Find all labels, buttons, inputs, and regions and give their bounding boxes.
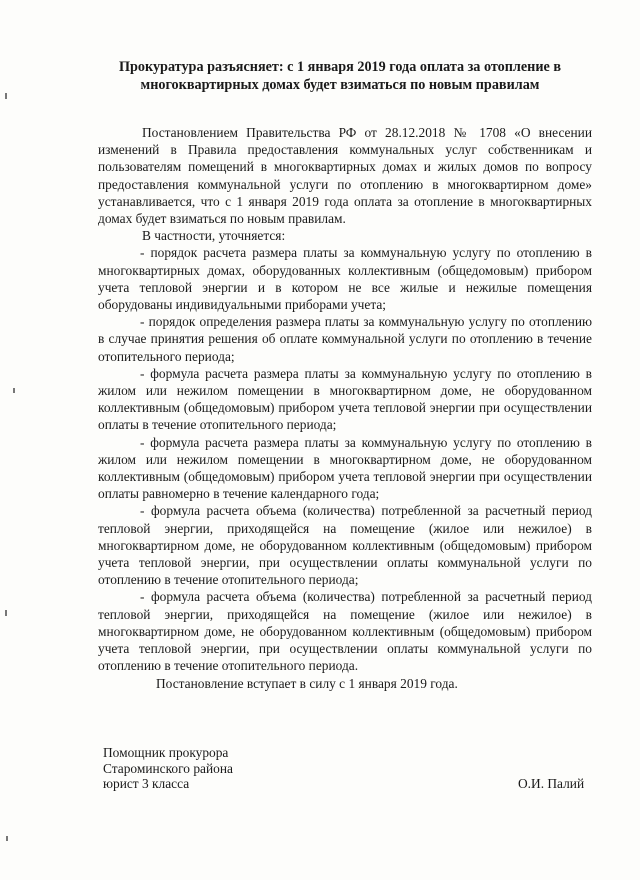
scan-mark xyxy=(5,610,7,616)
closing-paragraph: Постановление вступает в силу с 1 января 2019 года. xyxy=(156,675,458,691)
signer-rank: юрист 3 класса xyxy=(103,776,190,791)
scan-mark xyxy=(13,388,15,393)
signer-position: Помощник прокурора xyxy=(103,745,229,760)
document-body xyxy=(98,124,592,692)
lead-paragraph: Постановлением Правительства РФ от 28.12.2018 № 1708 «О внесении изменений в Правила предоставления коммунальных услуг собственникам и пользователям помещений в многоквартирных домах и жилых домов по вопросу предоставления коммунальной услуги по отоплению в многоквартирном доме» устанавливается, что с 1 января 2019 года оплата за отопление в многоквартирных домах будет взиматься по новым правилам. xyxy=(98,125,592,227)
document-title: Прокуратура разъясняет: с 1 января 2019 года оплата за отопление в многоквартирных домах будет взиматься по новым правилам xyxy=(118,59,562,93)
list-item: - формула расчета размера платы за коммунальную услугу по отоплению в жилом или нежилом помещении в многоквартирном доме, не оборудованном коллективным (общедомовым) прибором учета тепловой энергии при осуществлении оплаты равномерно в течение календарного года; xyxy=(98,434,592,502)
scan-mark xyxy=(5,93,7,99)
list-item: - формула расчета объема (количества) потребленной за расчетный период тепловой энергии, приходящейся на помещение (жилое или нежилое) в многоквартирном доме, не оборудованном коллективным (общедомовым) прибором учета тепловой энергии, при осуществлении оплаты коммунальной услуги по отоплению в течение отопительного периода; xyxy=(98,503,592,588)
list-item: - порядок расчета размера платы за коммунальную услугу по отоплению в многоквартирных домах, оборудованных коллективным (общедомовым) прибором учета тепловой энергии и в котором не все жилые и нежилые помещения оборудованы индивидуальными приборами учета; xyxy=(98,245,592,313)
signer-name: О.И. Палий xyxy=(518,776,585,791)
list-item: - формула расчета размера платы за коммунальную услугу по отоплению в жилом или нежилом помещении в многоквартирном доме, не оборудованном коллективным (общедомовым) прибором учета тепловой энергии при осуществлении оплаты в течение отопительного периода; xyxy=(98,365,592,433)
list-item: - формула расчета объема (количества) потребленной за расчетный период тепловой энергии, приходящейся на помещение (жилое или нежилое) в многоквартирном доме, не оборудованном коллективным (общедомовым) прибором учета тепловой энергии, при осуществлении оплаты коммунальной услуги по отоплению в течение отопительного периода. xyxy=(98,589,592,674)
signature-block xyxy=(103,745,233,792)
list-item: - порядок определения размера платы за коммунальную услугу по отоплению в случае принятия решения об оплате коммунальной услуги по отоплению в течение отопительного периода; xyxy=(98,314,592,364)
intro-paragraph: В частности, уточняется: xyxy=(142,228,286,244)
scan-mark xyxy=(6,836,8,841)
signer-district: Староминского района xyxy=(103,760,233,776)
